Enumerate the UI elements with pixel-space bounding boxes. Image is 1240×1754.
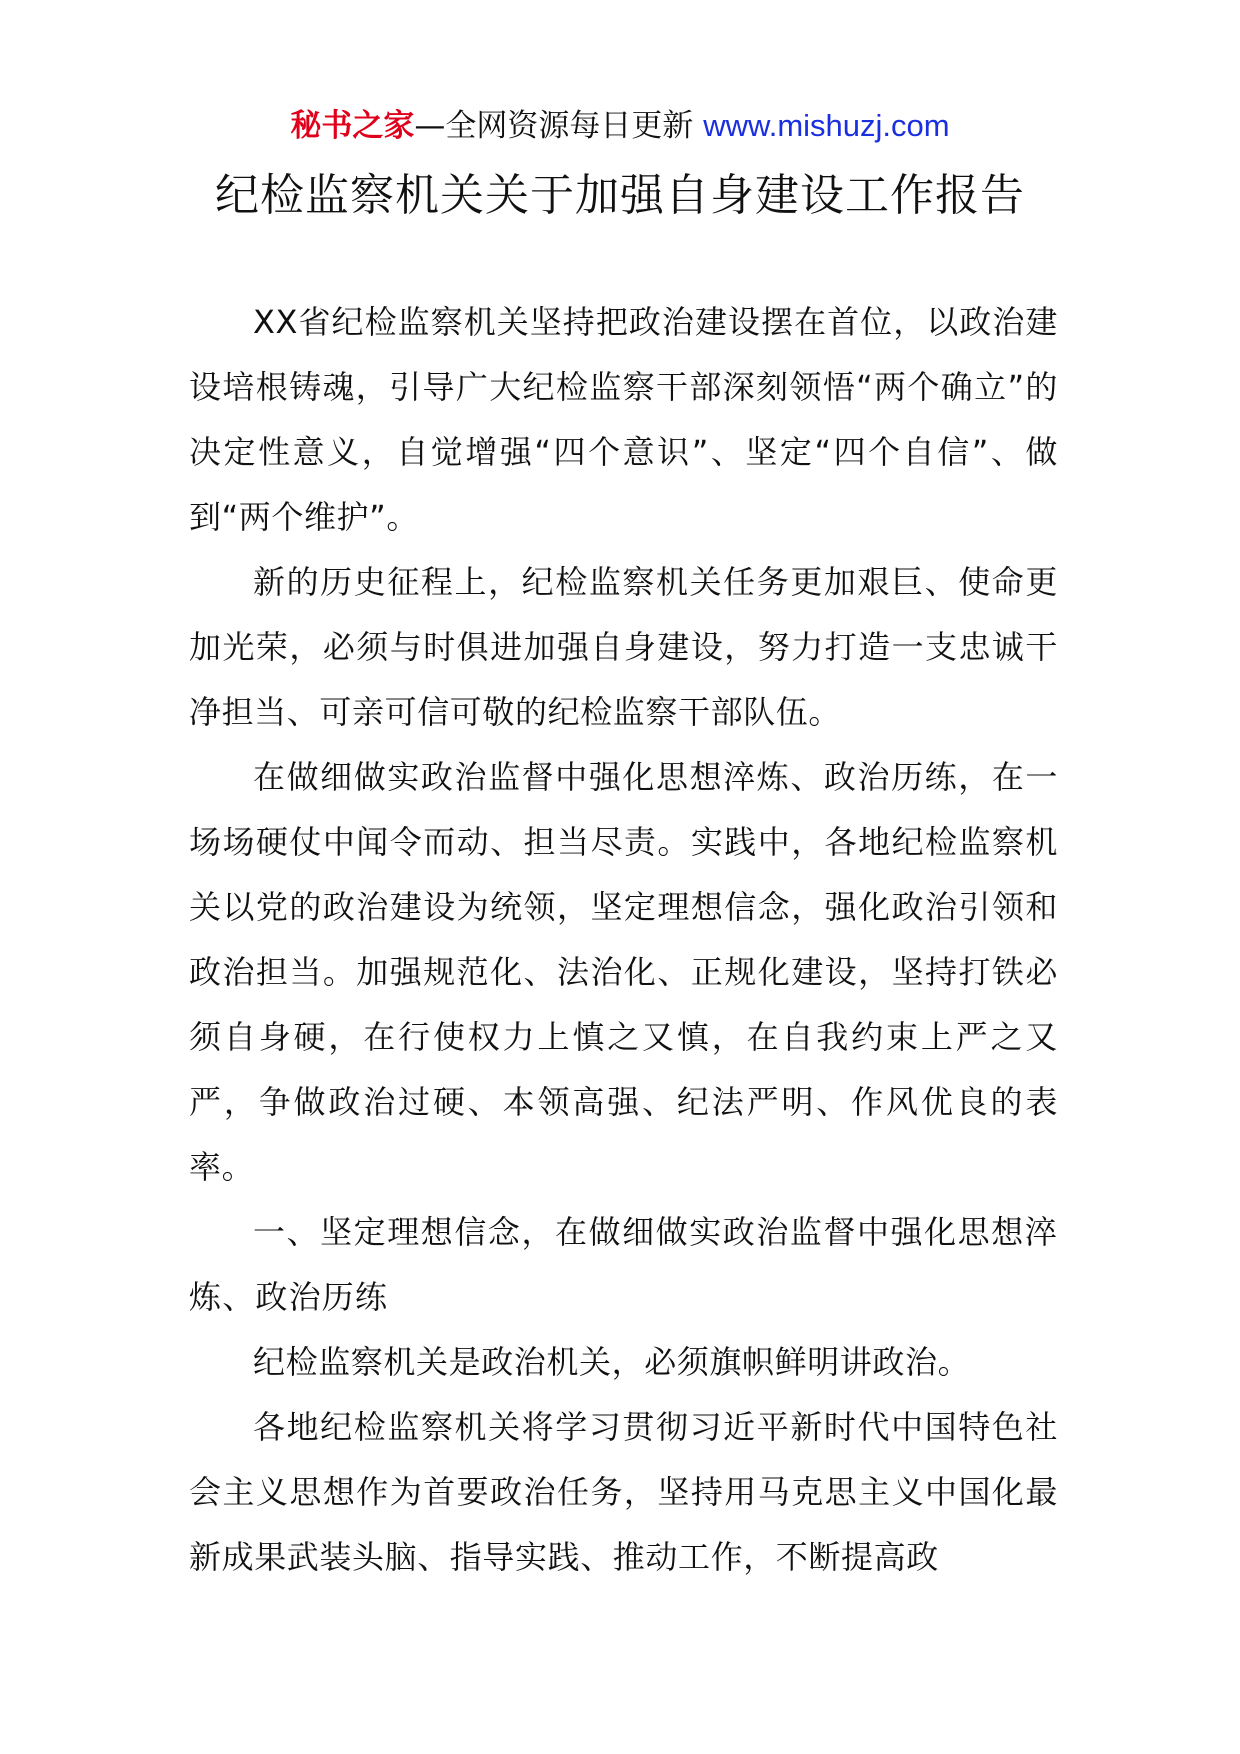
paragraph-intro: XX省纪检监察机关坚持把政治建设摆在首位，以政治建设培根铸魂，引导广大纪检监察干部深刻领悟“两个确立”的决定性意义，自觉增强“四个意识”、坚定“四个自信”、做到“两个维护”。 — [189, 303, 1058, 536]
document-title: 纪检监察机关关于加强自身建设工作报告 — [215, 170, 1025, 221]
paragraph-practice: 在做细做实政治监督中强化思想淬炼、政治历练，在一场场硬仗中闻令而动、担当尽责。实践中，各地纪检监察机关以党的政治建设为统领，坚定理想信念，强化政治引领和政治担当。加强规范化、法治化、正规化建设，坚持打铁必须自身硬，在行使权力上慎之又慎，在自我约束上严之又严，争做政治过硬、本领高强、纪法严明、作风优良的表率。 — [189, 758, 1058, 1186]
paragraph-political-organ: 纪检监察机关是政治机关，必须旗帜鲜明讲政治。 — [253, 1343, 971, 1381]
section-heading-1: 一、坚定理想信念，在做细做实政治监督中强化思想淬炼、政治历练 — [189, 1213, 1058, 1316]
site-url-link[interactable]: www.mishuzj.com — [703, 108, 950, 143]
brand-name: 秘书之家 — [290, 108, 415, 144]
paragraph-mission: 新的历史征程上，纪检监察机关任务更加艰巨、使命更加光荣，必须与时俱进加强自身建设，努力打造一支忠诚干净担当、可亲可信可敬的纪检监察干部队伍。 — [189, 563, 1058, 731]
paragraph-study: 各地纪检监察机关将学习贯彻习近平新时代中国特色社会主义思想作为首要政治任务，坚持用马克思主义中国化最新成果武装头脑、指导实践、推动工作，不断提高政 — [189, 1408, 1058, 1576]
site-banner — [0, 104, 1240, 148]
banner-tagline: —全网资源每日更新 — [414, 108, 704, 144]
document-body — [189, 290, 1058, 1590]
